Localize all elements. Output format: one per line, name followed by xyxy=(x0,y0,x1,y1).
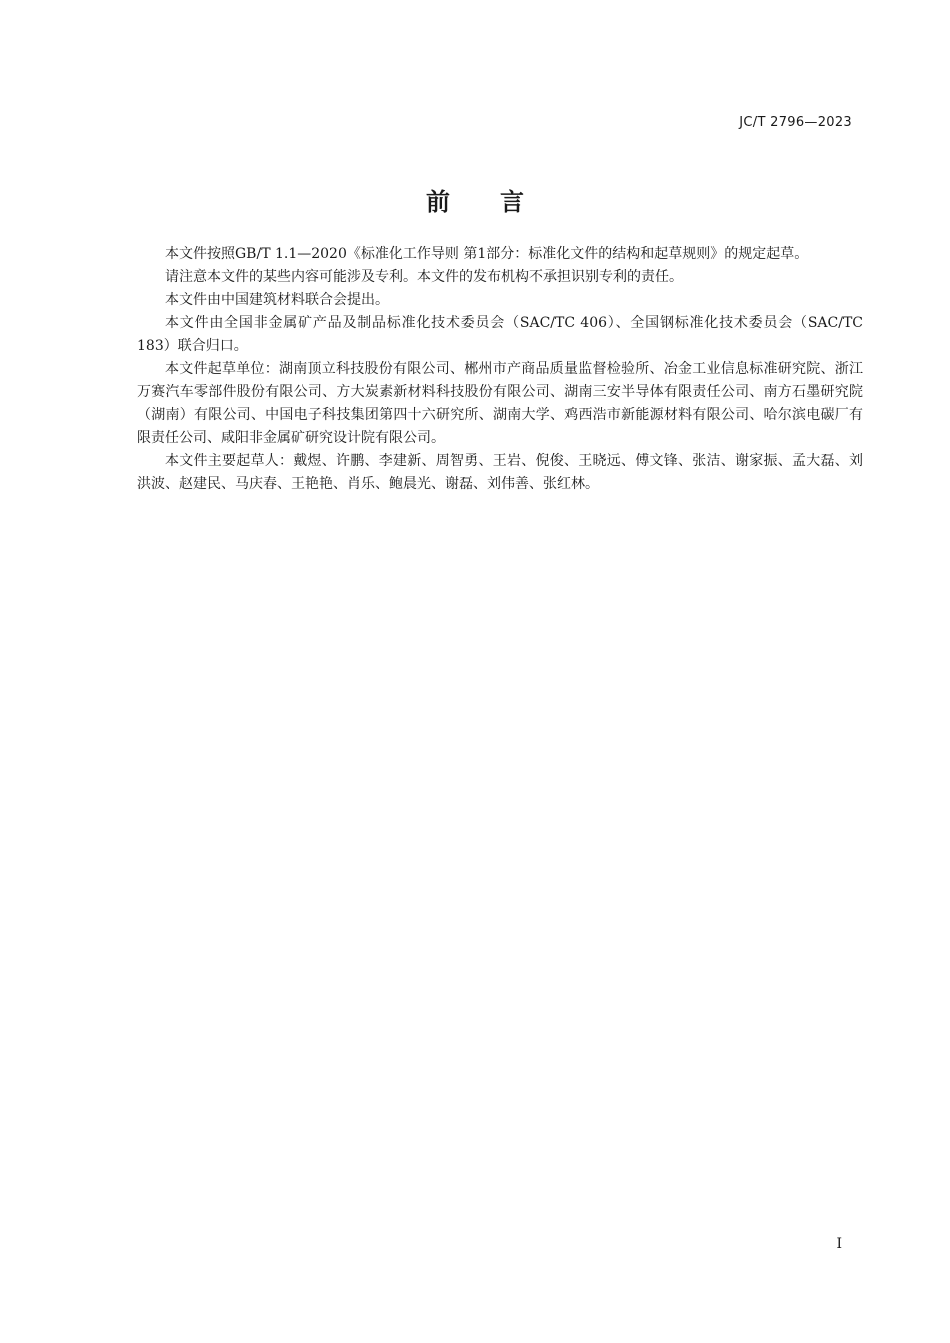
paragraph-drafters: 本文件主要起草人：戴煜、许鹏、李建新、周智勇、王岩、倪俊、王晓远、傅文锋、张洁、谢家振、孟大磊、刘洪波、赵建民、马庆春、王艳艳、肖乐、鲍晨光、谢磊、刘伟善、张红林。 xyxy=(137,453,863,492)
standard-code: JC/T 2796—2023 xyxy=(739,115,852,130)
foreword-body xyxy=(137,243,863,496)
paragraph-committee: 本文件由全国非金属矿产品及制品标准化技术委员会（SAC/TC 406）、全国钢标准化技术委员会（SAC/TC 183）联合归口。 xyxy=(137,315,863,354)
paragraph-proposer: 本文件由中国建筑材料联合会提出。 xyxy=(165,292,389,308)
page-number: I xyxy=(836,1236,842,1252)
paragraph-drafting-units: 本文件起草单位：湖南顶立科技股份有限公司、郴州市产商品质量监督检验所、冶金工业信息标准研究院、浙江万赛汽车零部件股份有限公司、方大炭素新材料科技股份有限公司、湖南三安半导体有限责任公司、南方石墨研究院（湖南）有限公司、中国电子科技集团第四十六研究所、湖南大学、鸡西浩市新能源材料有限公司、哈尔滨电碳厂有限责任公司、咸阳非金属矿研究设计院有限公司。 xyxy=(137,361,863,446)
page-title: 前言 xyxy=(426,188,574,216)
paragraph-patent-notice: 请注意本文件的某些内容可能涉及专利。本文件的发布机构不承担识别专利的责任。 xyxy=(165,269,683,285)
paragraph-drafting-rules: 本文件按照GB/T 1.1—2020《标准化工作导则 第1部分：标准化文件的结构和起草规则》的规定起草。 xyxy=(165,246,809,262)
